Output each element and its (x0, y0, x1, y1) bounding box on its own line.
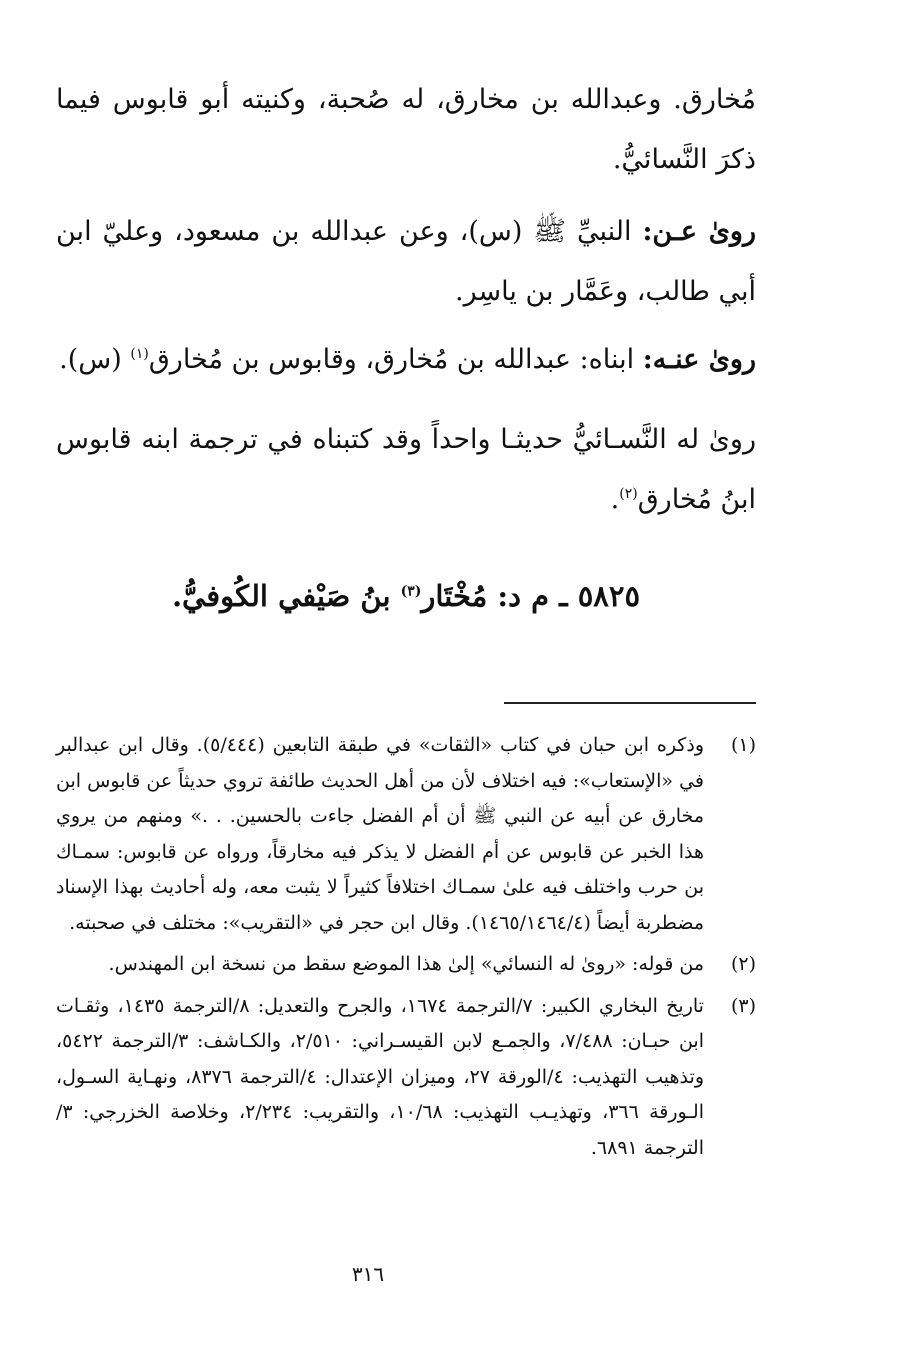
footnote-3 (56, 989, 756, 1167)
footnote-text: من قوله: «روىٰ له النسائي» إلىٰ هذا الموضع سقط من نسخة ابن المهندس. (108, 953, 704, 975)
footnotes (56, 728, 756, 1172)
narrated-from-text: النبيِّ ﷺ (س)، وعن عبدالله بن مسعود، وعليّ ابن أبي طالب، وعَمَّار بن ياسِر. (56, 216, 756, 307)
footnote-2 (56, 947, 756, 983)
paragraph-nasai (56, 410, 756, 530)
narrated-by-text: ابناه: عبدالله بن مُخارق، وقابوس بن مُخارق (148, 344, 643, 375)
nasai-tail: . (610, 484, 620, 515)
footnote-ref-2[interactable]: (٢) (619, 486, 638, 502)
footnote-ref-3[interactable]: (٣) (400, 583, 422, 600)
entry-heading (56, 566, 756, 626)
footnote-number: (٢) (730, 953, 756, 975)
footnote-text: تاريخ البخاري الكبير: ٧/الترجمة ١٦٧٤، والجرح والتعديل: ٨/الترجمة ١٤٣٥، وثقـات ابن حبـان: ٧/٤٨٨، والجمـع لابن القيسـراني: ٢/٥١٠، والكـاشف: ٣/الترجمة ٥٤٢٢، وتذهيب التهذيب: ٤/الورقة ٢٧، وميزان الإعتدال: ٤/الترجمة ٨٣٧٦، ونهـاية السـول، الـورقة ٣٦٦، وتهذيـب التهذيب: ١٠/٦٨، والتقريب: ٢/٢٣٤، وخلاصة الخزرجي: ٣/الترجمة ٦٨٩١. (56, 994, 705, 1159)
paragraph-intro (56, 70, 756, 190)
page-number: ٣١٦ (351, 1262, 385, 1286)
footnote-divider (504, 702, 756, 704)
footnote-1 (56, 728, 756, 941)
narrated-by-lead: روىٰ عنـه: (642, 344, 756, 375)
nasai-text: روىٰ له النَّسـائيُّ حديثـا واحداً وقد كتبناه في ترجمة ابنه قابوس ابنُ مُخارق (56, 424, 756, 515)
paragraph-intro-text: مُخارق. وعبدالله بن مخارق، له صُحبة، وكنيته أبو قابوس فيما ذكرَ النَّسائيُّ. (56, 84, 756, 175)
entry-heading-text: ٥٨٢٥ ـ م د: مُخْتَار (421, 579, 641, 613)
narrated-from-lead: روىٰ عـن: (642, 216, 756, 247)
narrated-by-tail: (س). (59, 344, 131, 375)
paragraph-narrated-from (56, 202, 756, 322)
paragraph-narrated-by (56, 330, 756, 390)
footnote-ref-1[interactable]: (١) (130, 346, 149, 362)
footnote-number: (٣) (730, 994, 756, 1017)
entry-heading-tail: بنُ صَيْفي الكُوفيُّ. (171, 579, 401, 613)
footnote-number: (١) (730, 734, 756, 756)
main-text (56, 70, 756, 626)
footnote-text: وذكره ابن حبان في كتاب «الثقات» في طبقة التابعين (٥/٤٤٤). وقال ابن عبدالبر في «الإستعاب»: فيه اختلاف لأن من أهل الحديث طائفة تروي حديثاً عن قابوس ابن مخارق عن أبيه عن النبي ﷺ أن أم الفضل جاءت بالحسين. . .» ومنهم من يروي هذا الخبر عن قابوس عن أم الفضل لا يذكر فيه مخارقاً، ورواه عن قابوس: سمـاك بن حرب واختلف فيه علىٰ سمـاك اختلافاً كثيراً لا يثبت معه، وله أحاديث بهذا الإسناد مضطربة أيضاً (١٤٦٥/١٤٦٤/٤). وقال ابن حجر في «التقريب»: مختلف في صحبته. (56, 734, 704, 934)
